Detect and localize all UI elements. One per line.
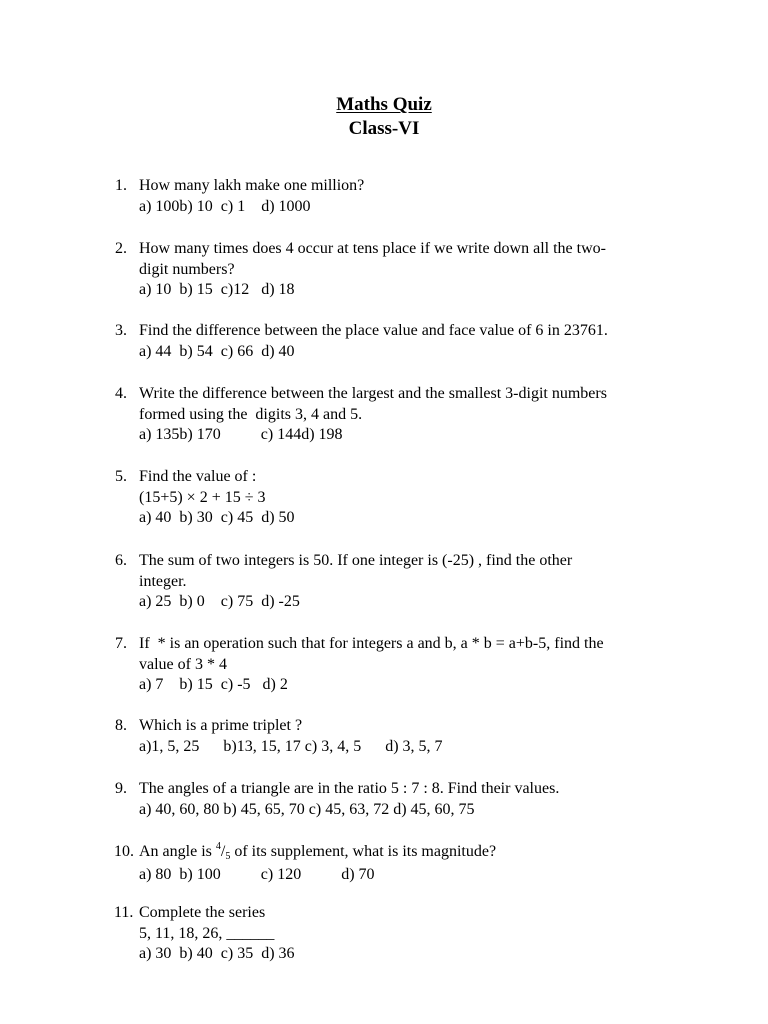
question-number: 4. <box>115 385 127 402</box>
question-text: Find the value of : <box>139 468 257 485</box>
question-text-continued: value of 3 * 4 <box>139 655 227 673</box>
question-text: Write the difference between the largest and the smallest 3-digit numbers <box>139 385 607 402</box>
question-text-continued: digit numbers? <box>139 260 235 278</box>
answer-options: a) 7 b) 15 c) -5 d) 2 <box>139 676 288 694</box>
question-text-prefix: An angle is <box>139 843 216 860</box>
question-number: 11. <box>114 904 134 921</box>
question-number: 9. <box>115 780 127 797</box>
question-text: If * is an operation such that for integers a and b, a * b = a+b-5, find the <box>139 635 604 652</box>
question-number: 2. <box>115 240 127 257</box>
fraction-numerator: 4 <box>215 841 221 852</box>
expression: (15+5) × 2 + 15 ÷ 3 <box>139 488 266 506</box>
question-text-continued: integer. <box>139 572 187 590</box>
answer-options: a)1, 5, 25 b)13, 15, 17 c) 3, 4, 5 d) 3, 5, 7 <box>139 737 443 755</box>
question-text: Find the difference between the place value and face value of 6 in 23761. <box>139 322 608 339</box>
answer-options: a) 44 b) 54 c) 66 d) 40 <box>139 342 295 360</box>
page-subtitle: Class-VI <box>348 118 420 139</box>
answer-options: a) 40 b) 30 c) 45 d) 50 <box>139 509 295 527</box>
answer-options: a) 135b) 170 c) 144d) 198 <box>139 426 343 444</box>
question-number: 3. <box>115 322 127 339</box>
question-text <box>139 842 679 865</box>
question-text: How many times does 4 occur at tens place if we write down all the two- <box>139 240 606 257</box>
answer-options: a) 25 b) 0 c) 75 d) -25 <box>139 593 300 611</box>
question-number: 10. <box>114 843 134 860</box>
question-text: The sum of two integers is 50. If one integer is (-25) , find the other <box>139 552 573 569</box>
answer-options: a) 100b) 10 c) 1 d) 1000 <box>139 197 311 215</box>
page-title: Maths Quiz <box>336 94 432 115</box>
series: 5, 11, 18, 26, ______ <box>139 924 275 942</box>
question-number: 6. <box>115 552 127 569</box>
question-text: Complete the series <box>139 904 266 921</box>
fraction-slash: / <box>220 843 226 860</box>
question-text: How many lakh make one million? <box>139 177 365 194</box>
answer-options: a) 80 b) 100 c) 120 d) 70 <box>139 865 375 883</box>
question-text: The angles of a triangle are in the ratio 5 : 7 : 8. Find their values. <box>139 780 560 797</box>
question-text-suffix: of its supplement, what is its magnitude? <box>230 843 497 860</box>
question-number: 5. <box>115 468 127 485</box>
fraction-denominator: 5 <box>225 851 231 862</box>
question-number: 7. <box>115 635 127 652</box>
question-number: 8. <box>115 717 127 734</box>
answer-options: a) 30 b) 40 c) 35 d) 36 <box>139 945 295 963</box>
question-number: 1. <box>115 177 127 194</box>
question-text: Which is a prime triplet ? <box>139 717 303 734</box>
question-text-continued: formed using the digits 3, 4 and 5. <box>139 405 363 423</box>
answer-options: a) 40, 60, 80 b) 45, 65, 70 c) 45, 63, 72 d) 45, 60, 75 <box>139 800 475 818</box>
answer-options: a) 10 b) 15 c)12 d) 18 <box>139 281 295 299</box>
